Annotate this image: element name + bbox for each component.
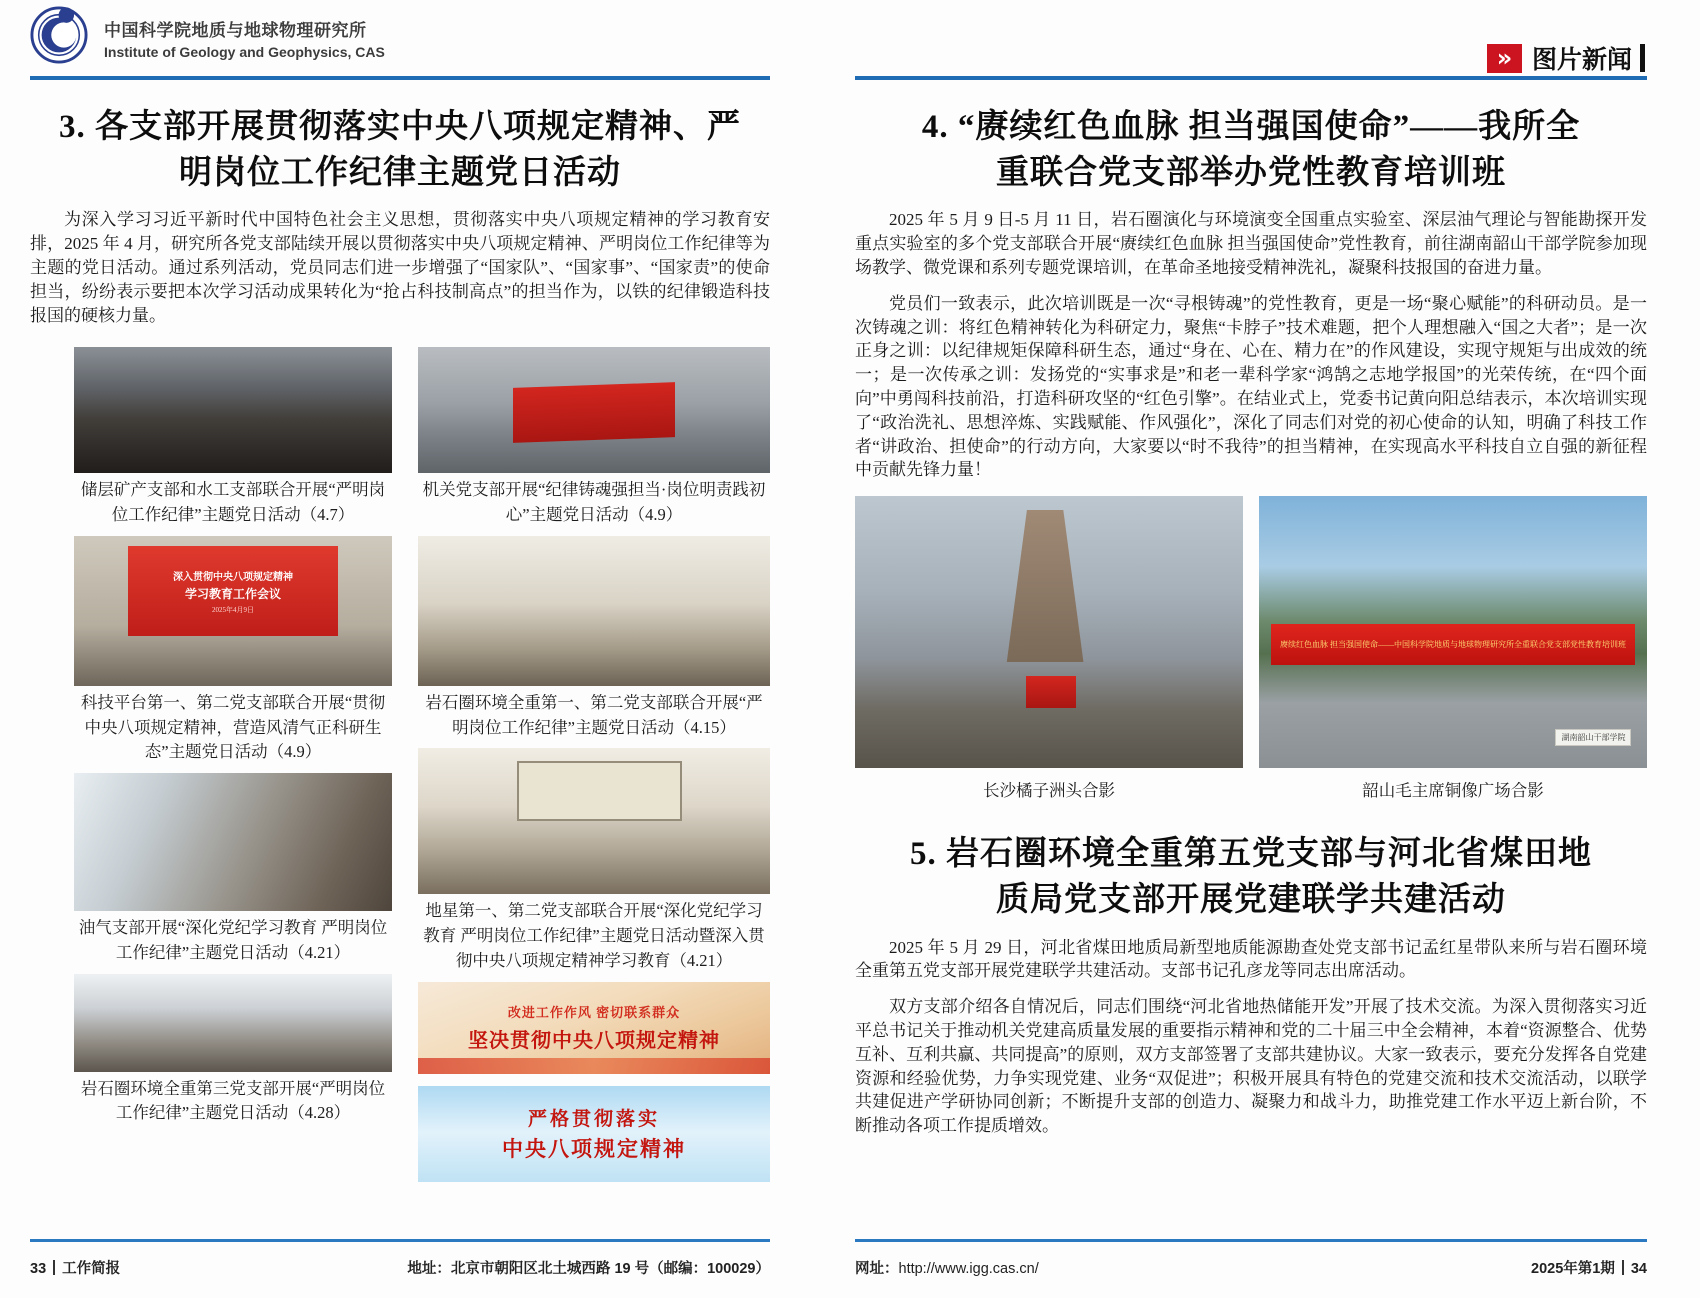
footer-url-block — [855, 1257, 1039, 1278]
section5-title-line1: 5. 岩石圈环境全重第五党支部与河北省煤田地 — [910, 836, 1592, 873]
section4-para2: 党员们一致表示，此次培训既是一次“寻根铸魂”的党性教育，更是一场“聚心赋能”的科研动员。是一次铸魂之训：将红色精神转化为科研定力，聚焦“卡脖子”技术难题，把个人理想融入“国之大者”；是一次正身之训：以纪律规矩保障科研生态，通过“身在、心在、精力在”的作风建设，实现守规矩与出成效的统一；是一次传承之训：发扬党的“实事求是”和老一辈科学家“鸿鹄之志地学报国”的光荣传统，在“四个面向”中勇闯科技前沿，打造科研攻坚的“红色引擎”。在结业式上，党委书记黄向阳总结表示，本次培训实现了“政治洗礼、思想淬炼、实践赋能、作风强化”，深化了同志们对党的初心使命的认知，明确了科技工作者“讲政治、担使命”的行动方向，大家要以“时不我待”的担当精神，在实现高水平科技自立自强的新征程中贡献先锋力量！ — [855, 293, 1647, 480]
academy-sign: 湖南韶山干部学院 — [1555, 729, 1631, 746]
photo-lecture-hall — [74, 536, 392, 686]
photo-classroom-meeting — [74, 347, 392, 473]
photo-column-right — [418, 347, 770, 1181]
page-right-header — [855, 0, 1647, 80]
page-number: 34 — [1630, 1261, 1647, 1277]
photo-caption: 科技平台第一、第二党支部联合开展“贯彻中央八项规定精神，营造风清气正科研生态”主题党日活动（4.9） — [80, 692, 386, 762]
section4-title — [855, 104, 1647, 196]
footer-divider — [53, 1260, 55, 1275]
footer-address-block — [407, 1257, 770, 1278]
footer-divider — [1622, 1260, 1624, 1275]
section3-title — [30, 104, 770, 196]
institute-name-cn: 中国科学院地质与地球物理研究所 — [104, 21, 367, 40]
photo-figure — [74, 974, 392, 1127]
party-flag-icon — [1026, 676, 1076, 709]
party-flag-icon — [513, 382, 675, 443]
url-value: http://www.igg.cas.cn/ — [898, 1261, 1039, 1277]
news-tag-bar — [1640, 44, 1645, 72]
photo-caption: 机关党支部开展“纪律铸魂强担当·岗位明责践初心”主题党日活动（4.9） — [422, 480, 766, 525]
page-number: 33 — [30, 1261, 47, 1277]
news-tag — [1487, 40, 1645, 76]
page-left-footer — [30, 1239, 770, 1278]
photo-figure — [74, 347, 392, 528]
section5-para2: 双方支部介绍各自情况后，同志们围绕“河北省地热储能开发”开展了技术交流。为深入贯彻落实习近平总书记关于推动机关党建高质量发展的重要指示精神和党的二十届三中全会精神，本着“资源整合、优势互补、互利共赢、共同提高”的原则，双方支部签署了支部共建协议。大家一致表示，要充分发挥各自党建资源和经验优势，力争实现党建、业务“双促进”；积极开展具有特色的党建交流和技术交流活动，以联学共建促进产学研协同创新；不断提升支部的创造力、凝聚力和战斗力，助推党建工作水平迈上新台阶，不断推动各项工作提质增效。 — [855, 997, 1647, 1136]
photo-caption: 储层矿产支部和水工支部联合开展“严明岗位工作纪律”主题党日活动（4.7） — [80, 480, 386, 525]
url-label: 网址： — [855, 1261, 899, 1277]
section5-title — [855, 831, 1647, 923]
section3-title-line1: 3. 各支部开展贯彻落实中央八项规定精神、严 — [59, 109, 741, 145]
poster-banner-1 — [418, 982, 770, 1074]
double-chevron-icon: » — [1487, 44, 1522, 73]
photo-caption: 韶山毛主席铜像广场合影 — [1362, 781, 1544, 801]
photo-column-left — [74, 347, 392, 1181]
footer-label: 工作简报 — [62, 1261, 121, 1277]
page-left-header — [30, 0, 770, 80]
photo-caption: 油气支部开展“深化党纪学习教育 严明岗位工作纪律”主题党日活动（4.21） — [78, 918, 388, 962]
training-banner: 赓续红色血脉 担当强国使命——中国科学院地质与地球物理研究所全重联合党支部党性教育培训班 — [1271, 624, 1636, 665]
photo-grid — [74, 347, 770, 1181]
photo-caption: 岩石圈环境全重第一、第二党支部联合开展“严明岗位工作纪律”主题党日活动（4.15） — [425, 692, 763, 737]
photo-caption: 岩石圈环境全重第三党支部开展“严明岗位工作纪律”主题党日活动（4.28） — [80, 1078, 386, 1123]
section4-title-line2: 重联合党支部举办党性教育培训班 — [996, 155, 1506, 192]
address-label: 地址： — [407, 1261, 451, 1277]
photo-changsha-statue — [855, 496, 1243, 768]
statue-icon — [995, 510, 1096, 662]
photo-figure — [418, 536, 770, 741]
section5-para1: 2025 年 5 月 29 日，河北省煤田地质局新型地质能源勘查处党支部书记孟红星带队来所与岩石圈环境全重第五党支部开展党建联学共建活动。支部书记孔彦龙等同志出席活动。 — [855, 937, 1647, 981]
photo-seated-meeting — [418, 536, 770, 686]
photo-shaoshan-square — [1259, 496, 1647, 768]
photo-figure — [418, 347, 770, 528]
screen-text-line3: 2025年4月9日 — [211, 605, 254, 614]
section4-photo-captions — [855, 777, 1647, 801]
institute-name-en: Institute of Geology and Geophysics, CAS — [104, 44, 385, 60]
photo-meeting-with-screen — [418, 748, 770, 894]
poster-banner-2 — [418, 1086, 770, 1182]
institute-logo-icon — [30, 6, 88, 64]
section4-title-line1: 4. “赓续红色血脉 担当强国使命”——我所全 — [921, 109, 1581, 145]
banner2-line1: 严格贯彻落实 — [527, 1109, 660, 1131]
photo-figure — [74, 536, 392, 765]
footer-left-block — [30, 1257, 120, 1278]
screen-text-line2: 学习教育工作会议 — [184, 586, 281, 601]
banner1-title: 坚决贯彻中央八项规定精神 — [468, 1030, 720, 1053]
photo-figure — [74, 773, 392, 966]
section3-title-line2: 明岗位工作纪律主题党日活动 — [179, 155, 621, 192]
section4-para1: 2025 年 5 月 9 日-5 月 11 日，岩石圈演化与环境演变全国重点实验室、深层油气理论与智能勘探开发重点实验室的多个党支部联合开展“赓续红色血脉 担当强国使命”党性教育，前往湖南韶山干部学院参加现场教学、微党课和系列专题党课培训，在革命圣地接受精神洗礼，凝聚科技报国的奋进力量。 — [855, 210, 1647, 277]
page-right — [855, 0, 1647, 1298]
photo-caption: 地星第一、第二党支部联合开展“深化党纪学习教育 严明岗位工作纪律”主题党日活动暨深入贯彻中央八项规定精神学习教育（4.21） — [423, 901, 765, 970]
page-left — [30, 0, 770, 1298]
issue-label: 2025年第1期 — [1531, 1261, 1615, 1277]
footer-rule — [855, 1239, 1647, 1242]
photo-caption: 长沙橘子洲头合影 — [983, 781, 1115, 801]
banner1-subtitle: 改进工作作风 密切联系群众 — [507, 1005, 681, 1021]
address-value: 北京市朝阳区北土城西路 19 号（邮编：100029） — [450, 1261, 770, 1277]
section3-intro: 为深入学习习近平新时代中国特色社会主义思想，贯彻落实中央八项规定精神的学习教育安排，2025 年 4 月，研究所各党支部陆续开展以贯彻落实中央八项规定精神、严明岗位工作纪律等为主题的党日活动。通过系列活动，党员同志们进一步增强了“国家队”、“国家事”、“国家责”的使命担当，纷纷表示要把本次学习活动成果转化为“抢占科技制高点”的担当作为，以铁的纪律锻造科技报国的硬核力量。 — [30, 210, 770, 325]
photo-meeting-room — [74, 974, 392, 1072]
photo-group-with-flag — [418, 347, 770, 473]
header-rule — [855, 76, 1647, 80]
photo-figure — [418, 748, 770, 973]
page-right-footer — [855, 1239, 1647, 1278]
news-tag-label: 图片新闻 — [1531, 46, 1632, 74]
header-rule — [30, 76, 770, 80]
projection-screen — [128, 546, 338, 636]
footer-rule — [30, 1239, 770, 1242]
banner2-line2: 中央八项规定精神 — [502, 1137, 686, 1162]
photo-conference-table — [74, 773, 392, 911]
institute-name-block — [104, 16, 385, 60]
section4-photos — [855, 496, 1647, 768]
footer-issue-block — [1531, 1257, 1647, 1278]
screen-text-line1: 深入贯彻中央八项规定精神 — [172, 571, 293, 583]
section5-title-line2: 质局党支部开展党建联学共建活动 — [996, 882, 1506, 919]
